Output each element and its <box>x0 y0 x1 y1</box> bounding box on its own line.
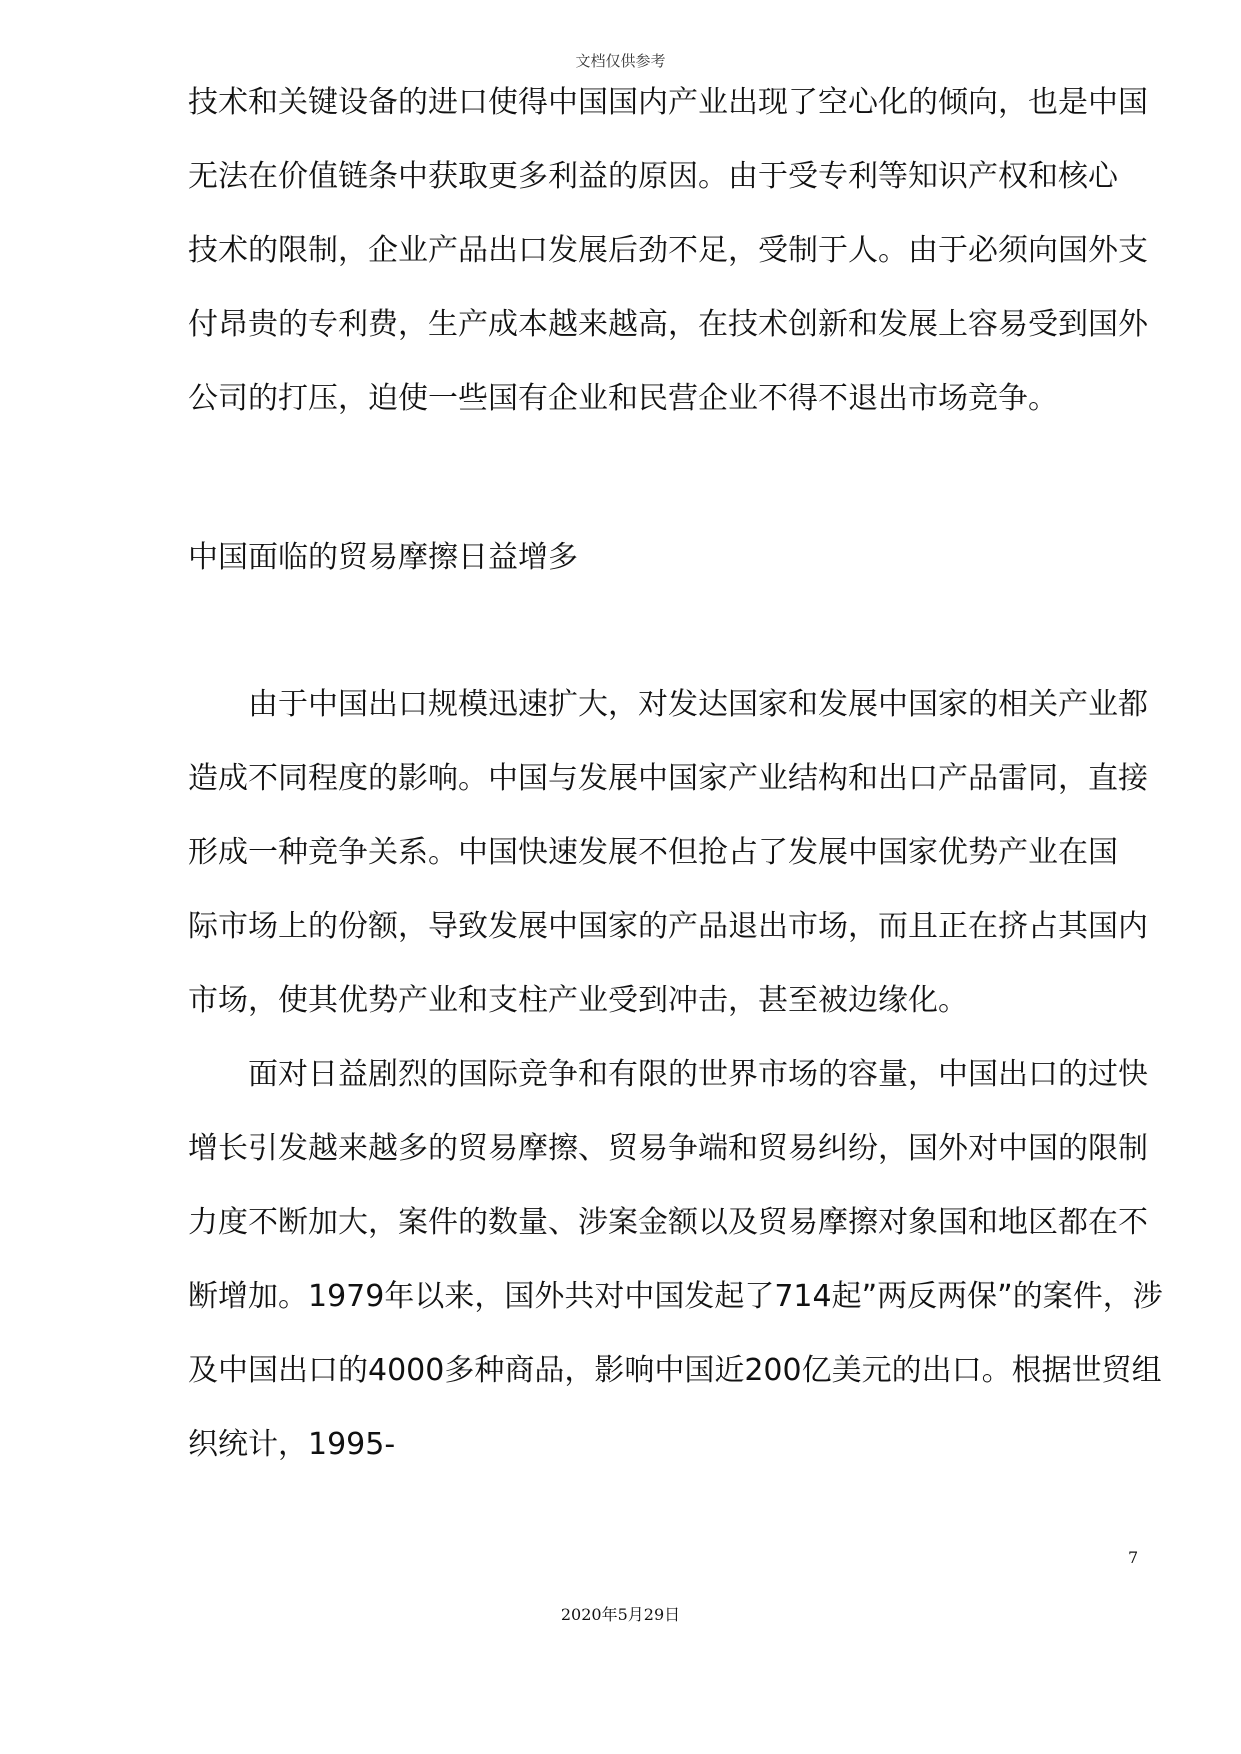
text-line: 由于中国出口规模迅速扩大，对发达国家和发展中国家的相关产业都 <box>188 687 1148 722</box>
text-line: 付昂贵的专利费，生产成本越来越高，在技术创新和发展上容易受到国外 <box>188 307 1148 342</box>
page-number: 7 <box>1128 1548 1139 1567</box>
text-line: 面对日益剧烈的国际竞争和有限的世界市场的容量，中国出口的过快 <box>188 1057 1148 1092</box>
text-line: 技术的限制，企业产品出口发展后劲不足，受制于人。由于必须向国外支 <box>188 233 1148 268</box>
text-line: 技术和关键设备的进口使得中国国内产业出现了空心化的倾向，也是中国 <box>188 85 1148 120</box>
text-line: 无法在价值链条中获取更多利益的原因。由于受专利等知识产权和核心 <box>188 159 1118 194</box>
page-header-watermark: 文档仅供参考 <box>575 52 666 70</box>
text-line: 织统计，1995- <box>188 1427 396 1462</box>
section-heading <box>188 521 1140 595</box>
text-line: 增长引发越来越多的贸易摩擦、贸易争端和贸易纠纷，国外对中国的限制 <box>188 1131 1148 1166</box>
text-line: 际市场上的份额，导致发展中国家的产品退出市场，而且正在挤占其国内 <box>188 909 1148 944</box>
text-line: 公司的打压，迫使一些国有企业和民营企业不得不退出市场竞争。 <box>188 381 1058 416</box>
paragraph-block-1 <box>188 66 1148 436</box>
text-line: 市场，使其优势产业和支柱产业受到冲击，甚至被边缘化。 <box>188 983 968 1018</box>
text-line: 造成不同程度的影响。中国与发展中国家产业结构和出口产品雷同，直接 <box>188 761 1148 796</box>
text-line: 力度不断加大，案件的数量、涉案金额以及贸易摩擦对象国和地区都在不 <box>188 1205 1148 1240</box>
paragraph-block-2 <box>188 668 1163 1482</box>
text-line: 形成一种竞争关系。中国快速发展不但抢占了发展中国家优势产业在国 <box>188 835 1118 870</box>
page-date: 2020年5月29日 <box>560 1605 681 1624</box>
text-line: 断增加。1979年以来，国外共对中国发起了714起”两反两保”的案件，涉 <box>188 1279 1163 1314</box>
section-heading-text: 中国面临的贸易摩擦日益增多 <box>188 540 578 575</box>
text-line: 及中国出口的4000多种商品，影响中国近200亿美元的出口。根据世贸组 <box>188 1353 1162 1388</box>
